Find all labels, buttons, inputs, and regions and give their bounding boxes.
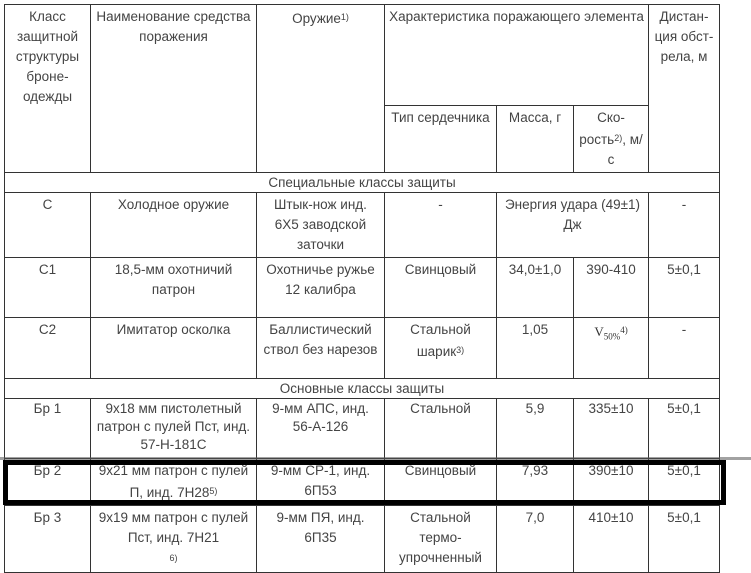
cell-core: - [385, 193, 497, 258]
cell-core: Стальной шарик$^{3)}$ [385, 318, 497, 379]
cell-speed: 390-410 [574, 258, 649, 318]
cell-energy: Энергия удара (49±1) Дж [497, 193, 649, 258]
cell-name: 9х18 мм пистолетный патрон с пулей Пст, инд. 57-Н-181С [91, 399, 257, 459]
cell-speed: $V_{50\%}^{4)}$ [574, 318, 649, 379]
highlight-box [3, 460, 726, 505]
cell-core: Свинцовый [385, 459, 497, 506]
cell-class: С [5, 193, 91, 258]
cell-name: 9х21 мм патрон с пулей П, инд. 7Н28$^{5)}$ [91, 459, 257, 506]
cell-mass: 34,0±1,0 [497, 258, 574, 318]
cell-mass: 7,93 [497, 459, 574, 506]
cell-class: С2 [5, 318, 91, 379]
table-row [5, 258, 720, 318]
cell-speed: 335±10 [574, 399, 649, 459]
table-row [5, 193, 720, 258]
table-row [5, 506, 720, 573]
section-basic: Основные классы защиты [5, 379, 720, 399]
cell-name: Имитатор осколка [91, 318, 257, 379]
cell-class: Бр 3 [5, 506, 91, 573]
cell-distance: - [649, 318, 720, 379]
header-class: Класс защитной структуры броне-одежды [5, 5, 91, 173]
cell-weapon: Охотничье ружье 12 калибра [257, 258, 385, 318]
header-speed: Ско-рость$^{2)}$, м/с [574, 106, 649, 173]
cell-distance: - [649, 193, 720, 258]
cell-distance: 5±0,1 [649, 258, 720, 318]
header-weapon: Оружие$^{1)}$ [257, 5, 385, 173]
header-characteristics: Характеристика поражающего элемента [385, 5, 649, 106]
cell-core: Свинцовый [385, 258, 497, 318]
cell-class: С1 [5, 258, 91, 318]
cell-core: Стальной [385, 399, 497, 459]
cell-name: Холодное оружие [91, 193, 257, 258]
header-core: Тип сердечника [385, 106, 497, 173]
cell-mass: 1,05 [497, 318, 574, 379]
cell-name: 18,5-мм охотничий патрон [91, 258, 257, 318]
cell-class: Бр 1 [5, 399, 91, 459]
cell-weapon: Баллистический ствол без нарезов [257, 318, 385, 379]
cell-distance: 5±0,1 [649, 399, 720, 459]
cell-name: 9х19 мм патрон с пулей Пст, инд. 7Н21 $^{6)}$ [91, 506, 257, 573]
header-distance: Дистан-ция обст-рела, м [649, 5, 720, 173]
cell-class: Бр 2 [5, 459, 91, 506]
cell-weapon: 9-мм СР-1, инд. 6П53 [257, 459, 385, 506]
table-row [5, 399, 720, 459]
cell-mass: 5,9 [497, 399, 574, 459]
cell-distance: 5±0,1 [649, 506, 720, 573]
cell-weapon: 9-мм ПЯ, инд. 6П35 [257, 506, 385, 573]
cell-weapon: 9-мм АПС, инд. 56-А-126 [257, 399, 385, 459]
header-name: Наименование средства поражения [91, 5, 257, 173]
cell-distance: 5±0,1 [649, 459, 720, 506]
header-mass: Масса, г [497, 106, 574, 173]
cell-weapon: Штык-нож инд. 6Х5 заводской заточки [257, 193, 385, 258]
section-special: Специальные классы защиты [5, 173, 720, 193]
cell-speed: 410±10 [574, 506, 649, 573]
cell-mass: 7,0 [497, 506, 574, 573]
cell-core: Стальной термо-упрочненный [385, 506, 497, 573]
table-row [5, 318, 720, 379]
cell-speed: 390±10 [574, 459, 649, 506]
